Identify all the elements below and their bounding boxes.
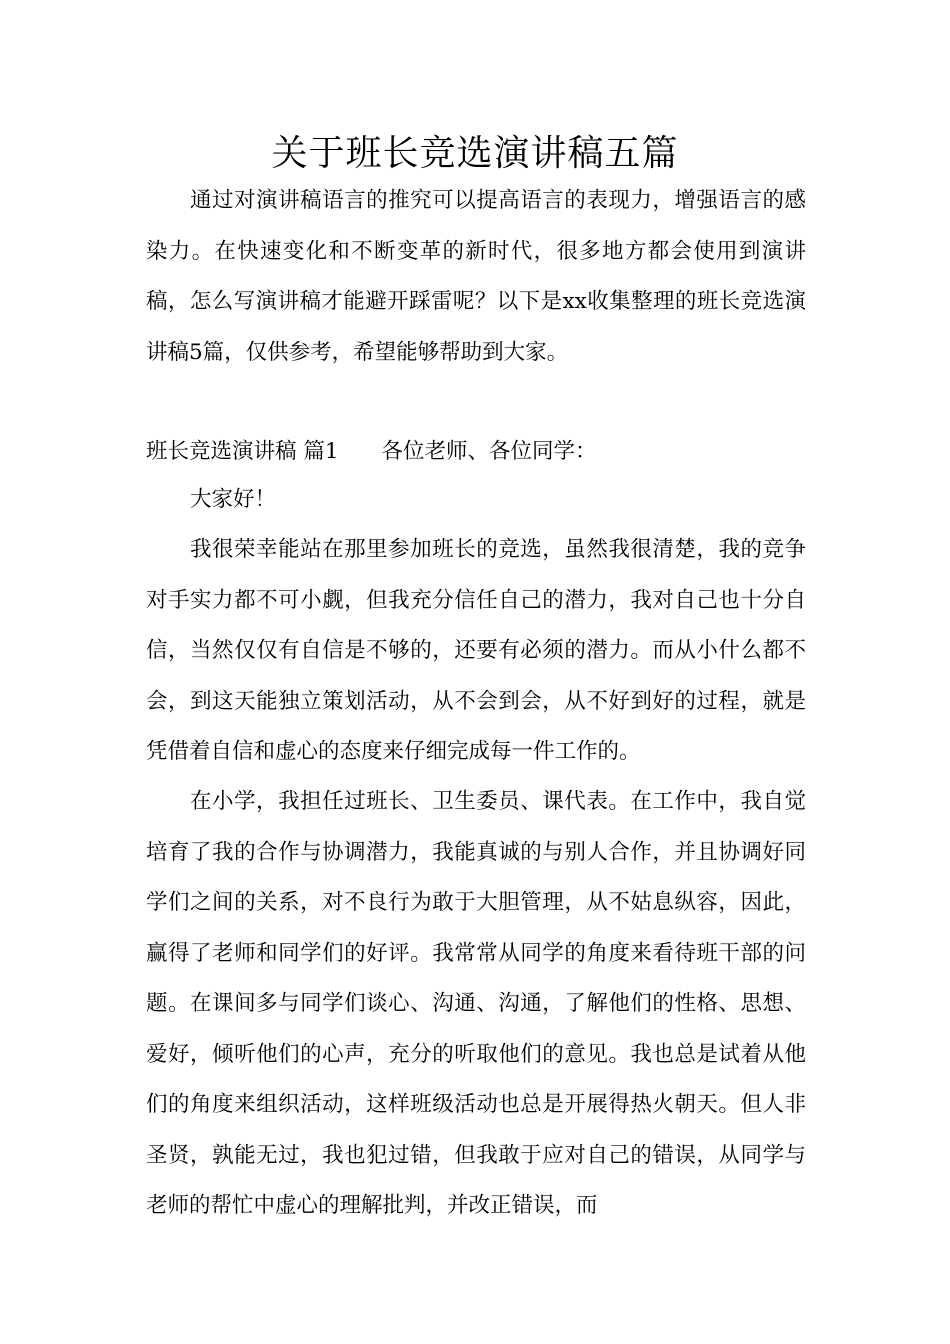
body-paragraph-1: 我很荣幸能站在那里参加班长的竞选，虽然我很清楚，我的竞争对手实力都不可小觑，但我充分信任自己的潜力，我对自己也十分自信，当然仅仅有自信是不够的，还要有必须的潜力。而从小什么都不会，到这天能独立策划活动，从不会到会，从不好到好的过程，就是凭借着自信和虚心的态度来仔细完成每一件工作的。 <box>146 537 806 764</box>
section-heading: 班长竞选演讲稿 篇1 各位老师、各位同学： <box>146 439 597 464</box>
document-title: 关于班长竞选演讲稿五篇 <box>271 133 679 174</box>
intro-paragraph: 通过对演讲稿语言的推究可以提高语言的表现力，增强语言的感染力。在快速变化和不断变革的新时代，很多地方都会使用到演讲稿，怎么写演讲稿才能避开踩雷呢？以下是xx收集整理的班长竞选演讲稿5篇，仅供参考，希望能够帮助到大家。 <box>146 188 806 365</box>
greeting-line: 大家好！ <box>190 487 277 512</box>
body-paragraph-2: 在小学，我担任过班长、卫生委员、课代表。在工作中，我自觉培育了我的合作与协调潜力，我能真诚的与别人合作，并且协调好同学们之间的关系，对不良行为敢于大胆管理，从不姑息纵容，因此，赢得了老师和同学们的好评。我常常从同学的角度来看待班干部的问题。在课间多与同学们谈心、沟通、沟通，了解他们的性格、思想、爱好，倾听他们的心声，充分的听取他们的意见。我也总是试着从他们的角度来组织活动，这样班级活动也总是开展得热火朝天。但人非圣贤，孰能无过，我也犯过错，但我敢于应对自己的错误，从同学与老师的帮忙中虚心的理解批判，并改正错误，而 <box>146 789 806 1218</box>
